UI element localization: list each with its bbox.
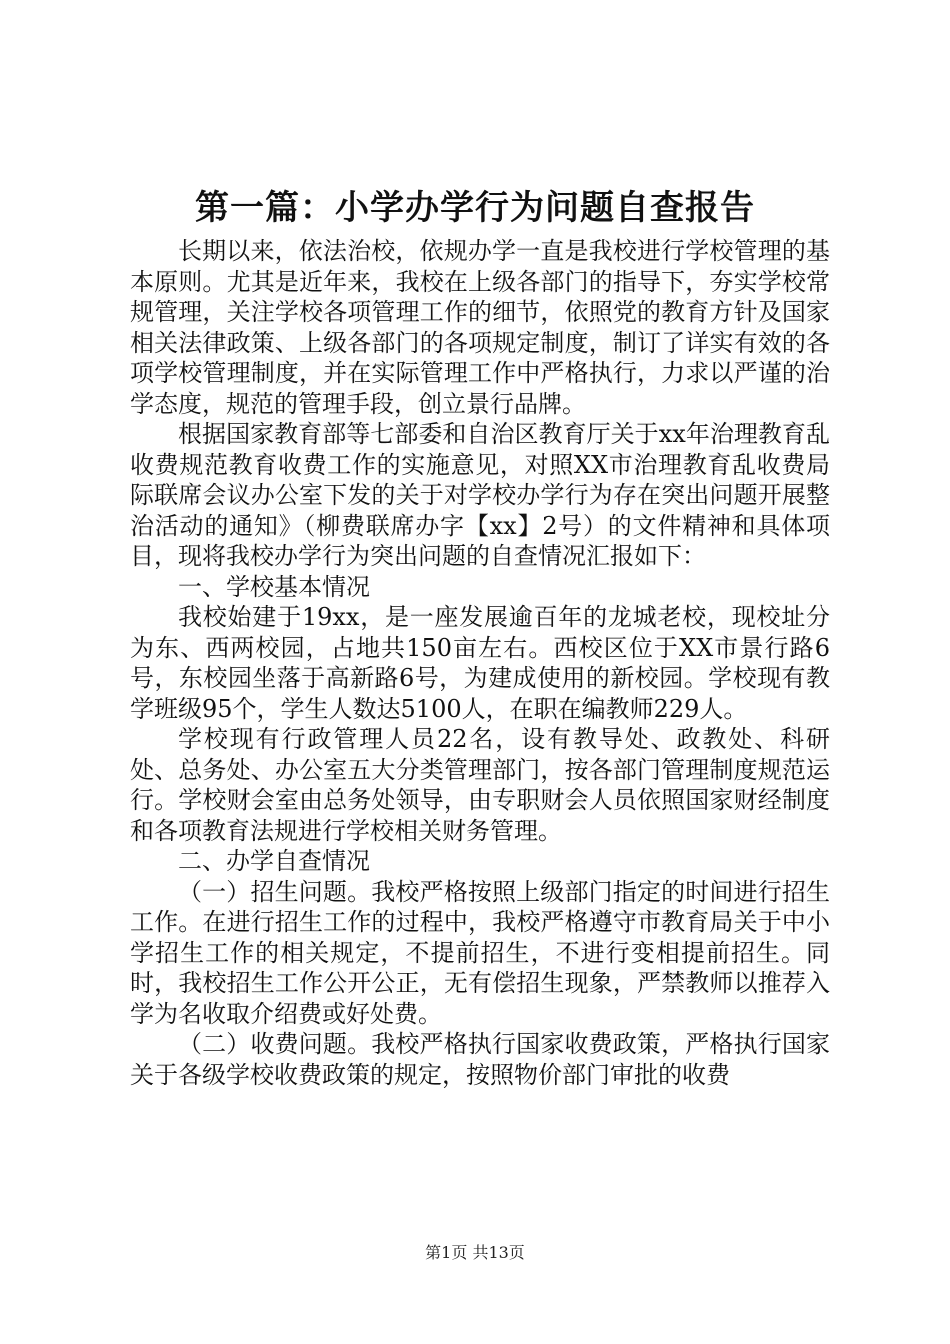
paragraph-intro: 长期以来，依法治校，依规办学一直是我校进行学校管理的基本原则。尤其是近年来，我校在上级各部门的指导下，夯实学校常规管理，关注学校各项管理工作的细节，依照党的教育方针及国家相关法律政策、上级各部门的各项规定制度，制订了详实有效的各项学校管理制度，并在实际管理工作中严格执行，力求以严谨的治学态度，规范的管理手段，创立景行品牌。 — [130, 237, 830, 418]
paragraph-school-history: 我校始建于19xx，是一座发展逾百年的龙城老校，现校址分为东、西两校园，占地共150亩左右。西校区位于XX市景行路6号，东校园坐落于高新路6号，为建成使用的新校园。学校现有教学班级95个，学生人数达5100人，在职在编教师229人。 — [130, 603, 830, 723]
section-heading-basic-info: 一、学校基本情况 — [178, 572, 370, 601]
document-body — [130, 236, 830, 1090]
page-footer: 第1页 共13页 — [425, 1243, 525, 1262]
paragraph-basis: 根据国家教育部等七部委和自治区教育厅关于xx年治理教育乱收费规范教育收费工作的实施意见，对照XX市治理教育乱收费局际联席会议办公室下发的关于对学校办学行为存在突出问题开展整治活动的通知》（柳费联席办字【xx】2号）的文件精神和具体项目，现将我校办学行为突出问题的自查情况汇报如下： — [130, 420, 830, 570]
section-heading-self-check: 二、办学自查情况 — [178, 847, 370, 875]
document-title: 第一篇：小学办学行为问题自查报告 — [195, 188, 755, 228]
paragraph-enrollment: （一）招生问题。我校严格按照上级部门指定的时间进行招生工作。在进行招生工作的过程中，我校严格遵守市教育局关于中小学招生工作的相关规定，不提前招生，不进行变相提前招生。同时，我校招生工作公开公正，无有偿招生现象，严禁教师以推荐入学为名收取介绍费或好处费。 — [130, 877, 830, 1028]
paragraph-administration: 学校现有行政管理人员22名，设有教导处、政教处、科研处、总务处、办公室五大分类管理部门，按各部门管理制度规范运行。学校财会室由总务处领导，由专职财会人员依照国家财经制度和各项教育法规进行学校相关财务管理。 — [130, 725, 830, 845]
paragraph-fees: （二）收费问题。我校严格执行国家收费政策，严格执行国家关于各级学校收费政策的规定，按照物价部门审批的收费 — [130, 1030, 830, 1089]
